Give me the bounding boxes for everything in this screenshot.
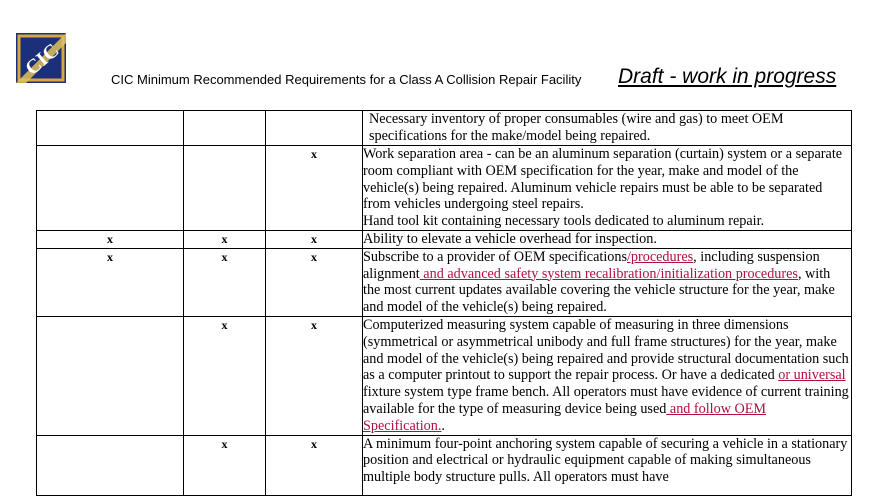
mark-cell (184, 146, 266, 231)
table-row (37, 230, 852, 248)
inserted-text: /procedures (626, 248, 694, 265)
mark-cell (37, 316, 184, 435)
mark-cell: x (266, 435, 363, 495)
text-segment: Subscribe to a provider of OEM specifications (363, 248, 627, 265)
mark-cell: x (266, 316, 363, 435)
table-row (37, 435, 852, 495)
mark-cell: x (37, 248, 184, 316)
table-row (37, 111, 852, 146)
table-row (37, 316, 852, 435)
requirement-text (363, 316, 852, 435)
text-segment: . (441, 417, 445, 434)
mark-cell: x (266, 230, 363, 248)
text-segment: , including suspension alignment (363, 248, 820, 282)
table-row (37, 146, 852, 231)
inserted-text: and advanced safety system recalibration/initialization procedures (419, 265, 798, 282)
cic-logo (16, 33, 66, 83)
mark-cell: x (266, 146, 363, 231)
requirement-paragraph: Work separation area - can be an aluminum separation (curtain) system or a separate room compliant with OEM specification for the year, make and model of the vehicle(s) being repaired. Aluminum vehicle repairs must be able to be separated from vehicles undergoing steel repairs. (363, 146, 843, 213)
mark-cell (37, 146, 184, 231)
mark-cell: x (37, 230, 184, 248)
text-segment: Computerized measuring system capable of measuring in three dimensions (symmetrical or asymmetrical unibody and full frame structures) for the year, make and model of the vehicle(s) being repaired and provide structural documentation such as a computer printout to support the repair process. Or have a dedicated (363, 316, 849, 384)
inserted-text: and follow OEM Specification. (363, 400, 767, 434)
svg-text:CIC: CIC (21, 39, 64, 80)
mark-cell: x (184, 316, 266, 435)
mark-cell (184, 111, 266, 146)
mark-cell (37, 435, 184, 495)
mark-cell: x (184, 230, 266, 248)
mark-cell (37, 111, 184, 146)
requirement-text: Ability to elevate a vehicle overhead for inspection. (363, 230, 852, 248)
requirement-text: A minimum four-point anchoring system capable of securing a vehicle in a stationary position and electrical or hydraulic equipment capable of making simultaneous multiple body structure pulls. All operators must have (363, 435, 852, 495)
inserted-text: or universal (778, 367, 846, 384)
mark-cell: x (184, 435, 266, 495)
requirement-text (363, 146, 852, 231)
requirements-table (36, 110, 852, 496)
mark-cell (266, 111, 363, 146)
text-segment: , with the most current updates available covering the vehicle structure for the year, make and model of the vehicle(s) being repaired. (363, 265, 835, 316)
table-row (37, 248, 852, 316)
document-title: CIC Minimum Recommended Requirements for a Class A Collision Repair Facility (111, 72, 582, 87)
text-segment: fixture system type frame bench. All operators must have evidence of current training available for the type of measuring device being used (363, 384, 849, 417)
draft-label: Draft - work in progress (618, 65, 837, 88)
requirement-text: Necessary inventory of proper consumables (wire and gas) to meet OEM specifications for the make/model being repaired. (363, 111, 852, 146)
mark-cell: x (266, 248, 363, 316)
requirement-text (363, 248, 852, 316)
requirement-paragraph: Hand tool kit containing necessary tools dedicated to aluminum repair. (363, 213, 765, 230)
mark-cell: x (184, 248, 266, 316)
